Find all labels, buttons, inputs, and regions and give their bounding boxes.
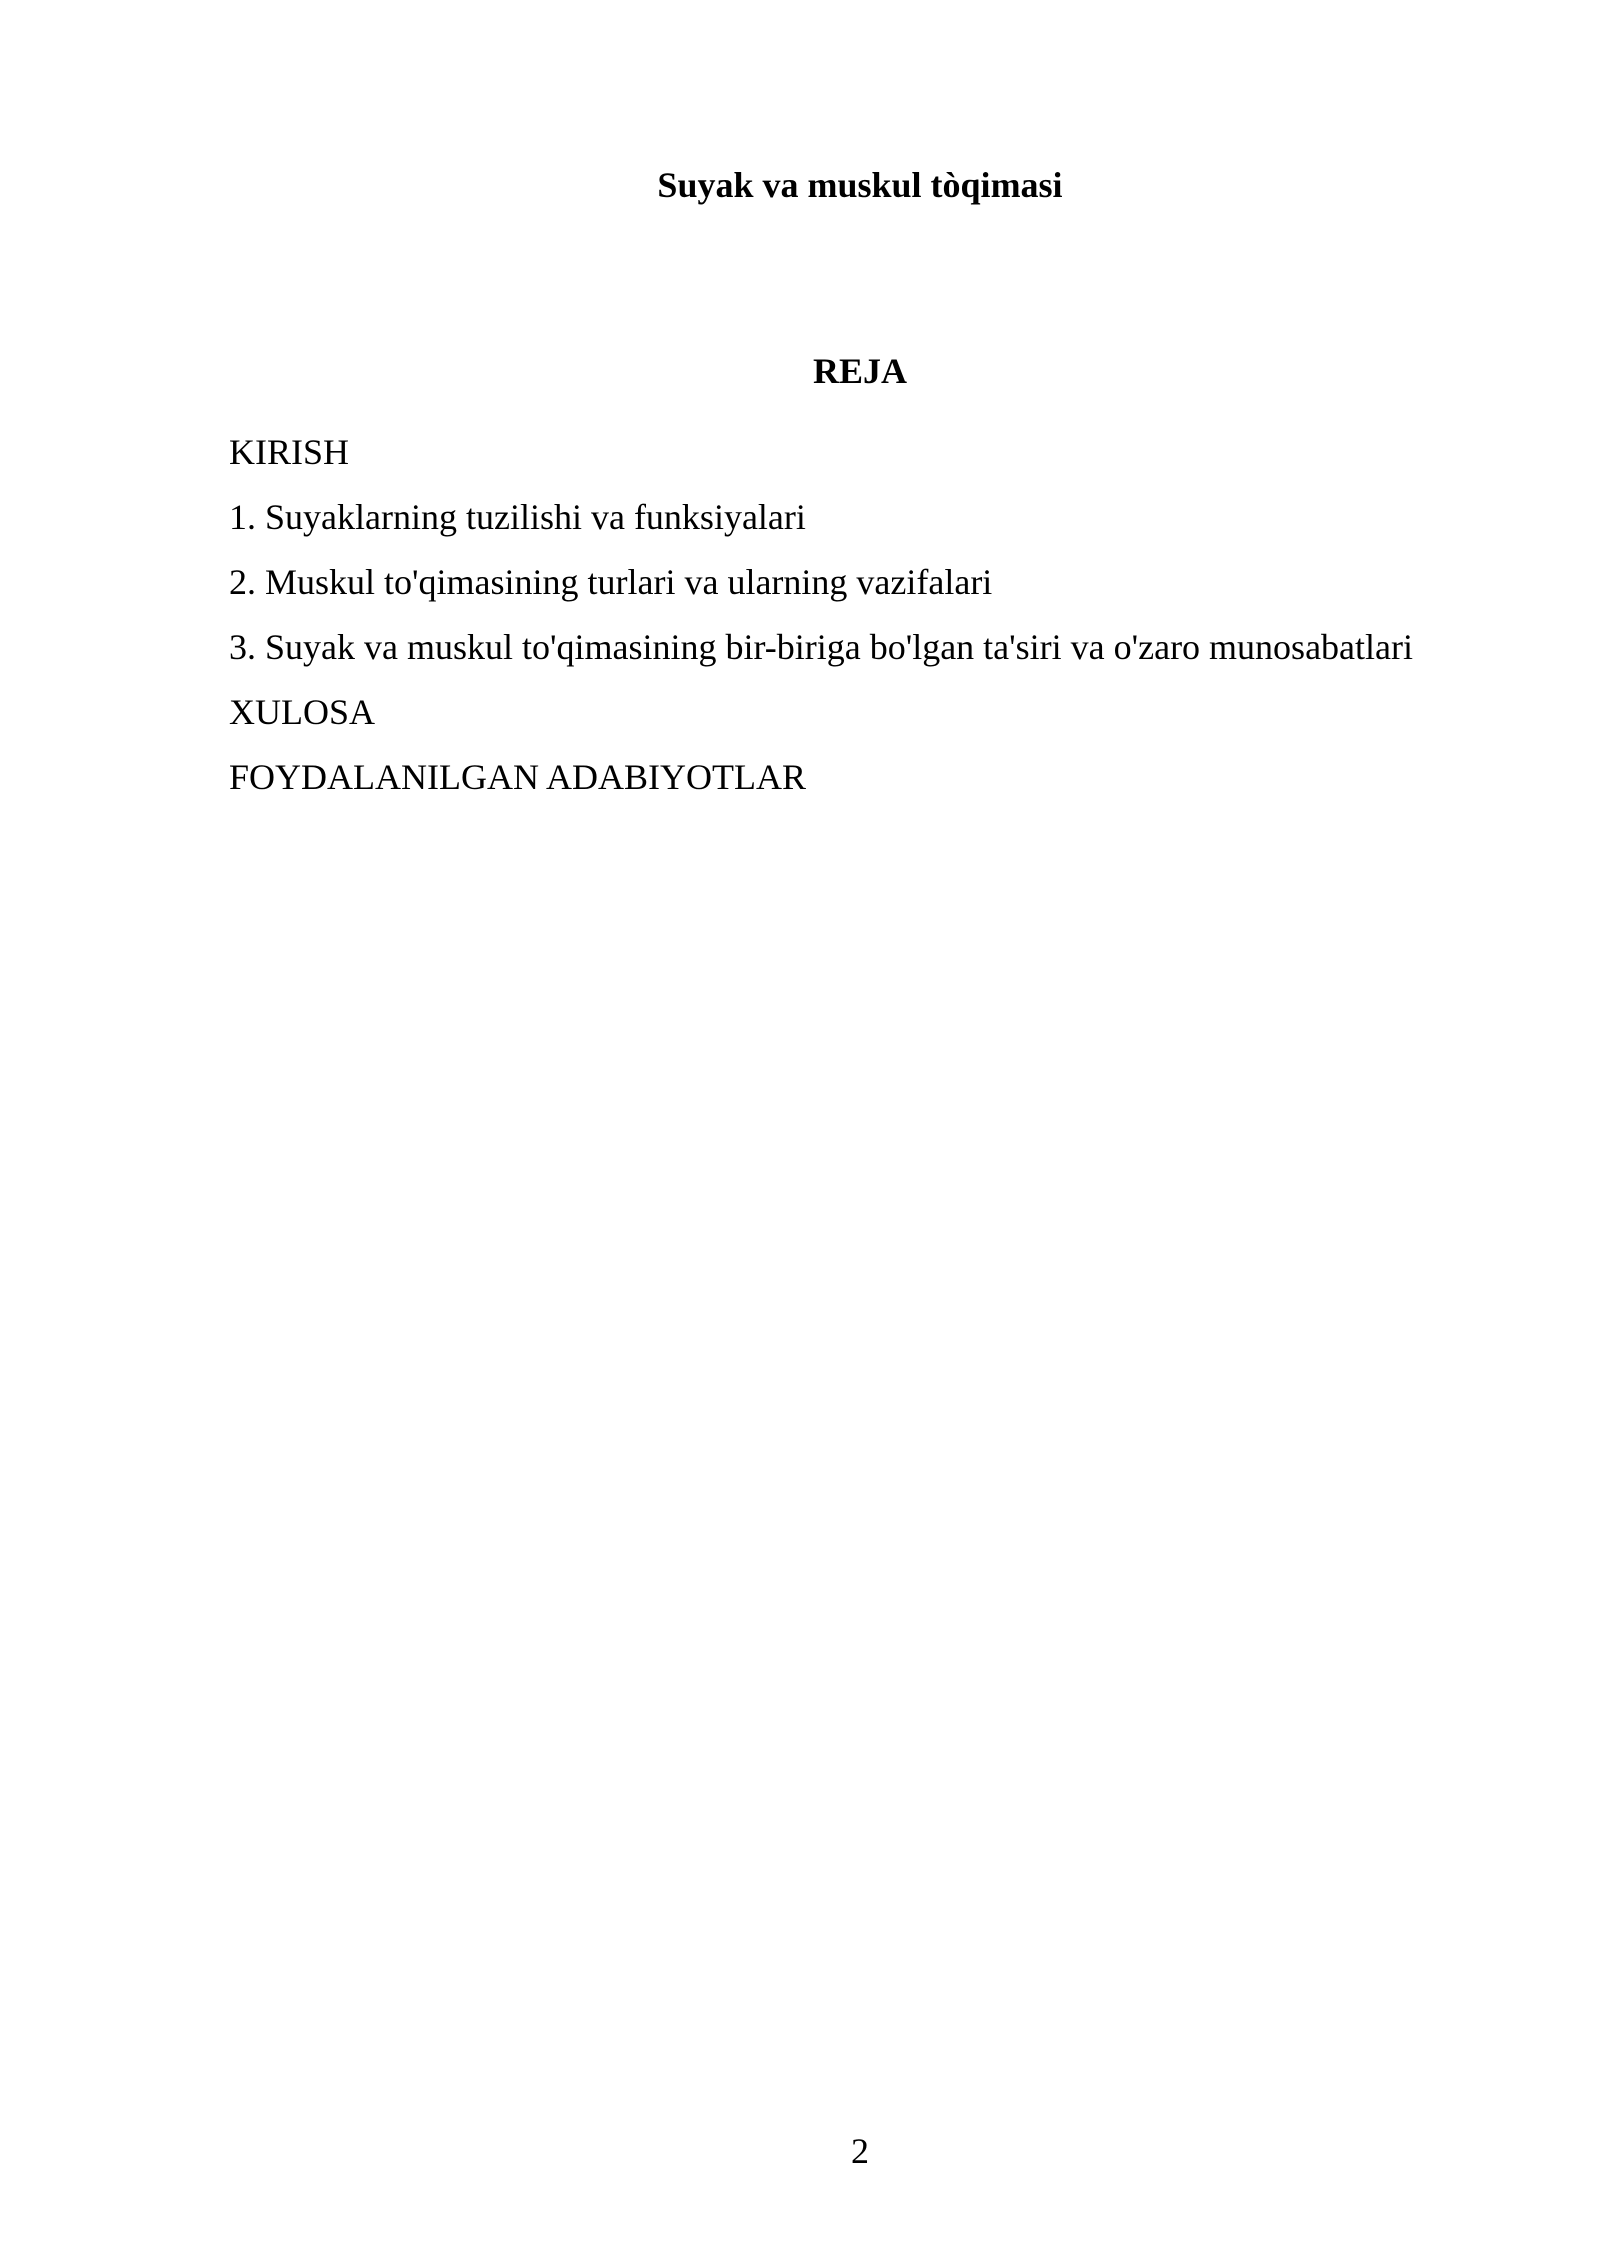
plan-item-conclusion: XULOSA [229,692,376,732]
document-title: Suyak va muskul tòqimasi [657,165,1063,205]
plan-item-1: 1. Suyaklarning tuzilishi va funksiyalari [229,497,806,537]
plan-item-3: 3. Suyak va muskul to'qimasining bir-biriga bo'lgan ta'siri va o'zaro munosabatlari [229,627,1413,667]
plan-heading: REJA [812,351,907,391]
plan-item-references: FOYDALANILGAN ADABIYOTLAR [229,757,806,797]
plan-item-2: 2. Muskul to'qimasining turlari va ularning vazifalari [229,562,993,602]
plan-item-introduction: KIRISH [229,432,350,472]
plan-list [229,420,1413,810]
page-number: 2 [851,2131,869,2171]
